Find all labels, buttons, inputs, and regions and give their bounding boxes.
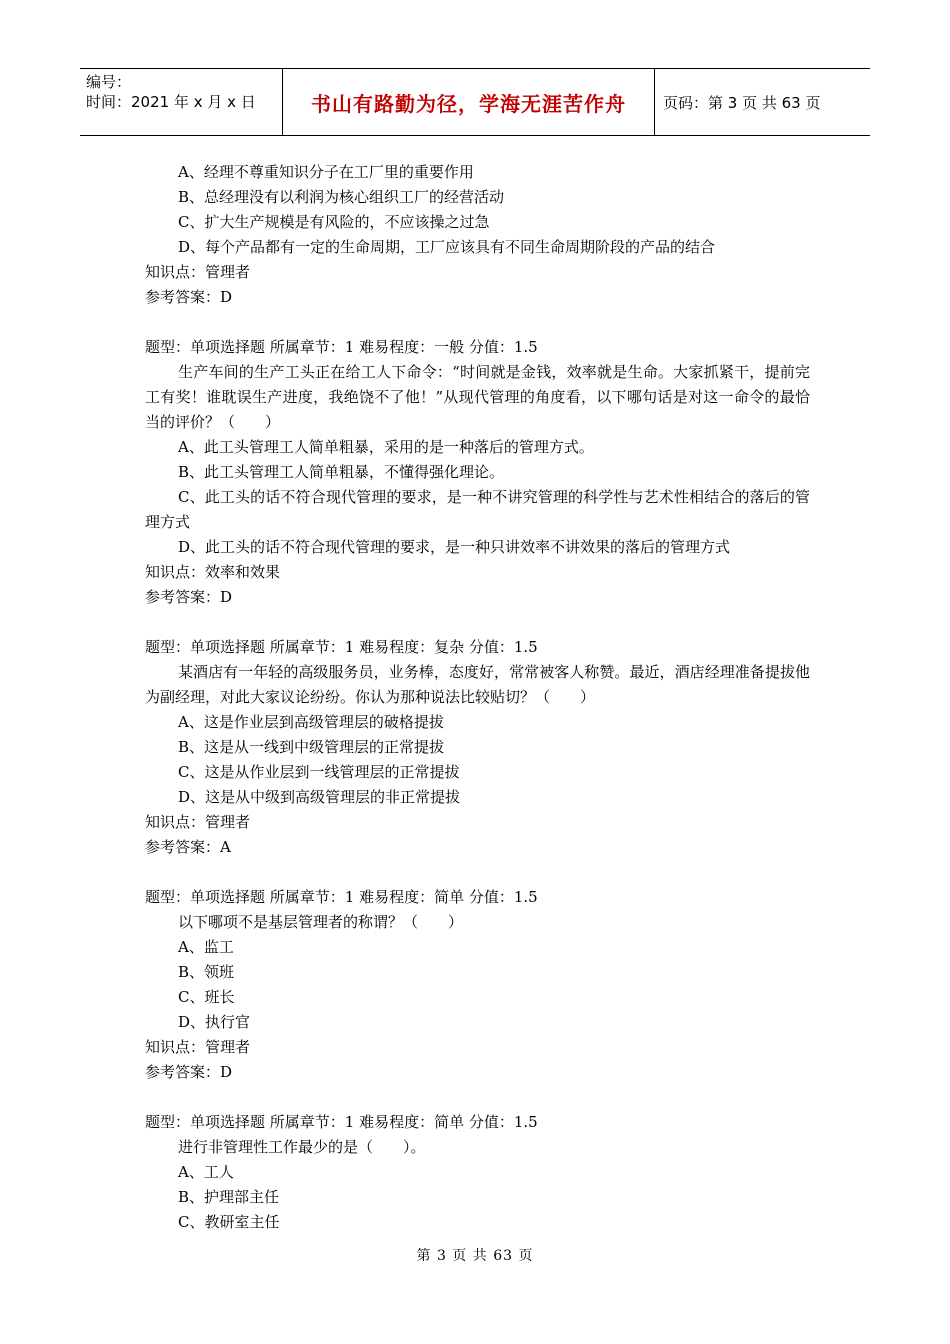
page-header <box>80 68 870 136</box>
question-stem: 某酒店有一年轻的高级服务员，业务棒，态度好，常常被客人称赞。最近，酒店经理准备提拔他为副经理，对此大家议论纷纷。你认为那种说法比较贴切？（ ） <box>145 663 810 706</box>
option-b: B、这是从一线到中级管理层的正常提拔 <box>178 738 445 756</box>
question-stem: 生产车间的生产工头正在给工人下命令：“时间就是金钱，效率就是生命。大家抓紧干，提前完工有奖！谁耽误生产进度，我绝饶不了他！”从现代管理的角度看，以下哪句话是对这一命令的最恰当的评价？（ ） <box>145 363 810 431</box>
option-d: D、执行官 <box>178 1013 251 1031</box>
reference-answer: 参考答案：D <box>145 588 233 606</box>
knowledge-point: 知识点：管理者 <box>145 813 251 831</box>
option-a: A、监工 <box>178 938 234 956</box>
option-b: B、总经理没有以利润为核心组织工厂的经营活动 <box>178 188 505 206</box>
option-b: B、此工头管理工人简单粗暴，不懂得强化理论。 <box>178 463 505 481</box>
header-motto-cell <box>282 69 655 135</box>
reference-answer: 参考答案：D <box>145 1063 233 1081</box>
option-d: D、此工头的话不符合现代管理的要求，是一种只讲效率不讲效果的落后的管理方式 <box>178 538 731 556</box>
option-d: D、这是从中级到高级管理层的非正常提拔 <box>178 788 461 806</box>
reference-answer: 参考答案：A <box>145 838 231 856</box>
option-c: C、教研室主任 <box>178 1213 280 1231</box>
header-info-cell <box>80 69 282 135</box>
reference-answer: 参考答案：D <box>145 288 233 306</box>
header-page-cell <box>655 69 870 135</box>
motto: 书山有路勤为径，学海无涯苦作舟 <box>311 91 626 116</box>
question-4 <box>145 1110 810 1235</box>
document-number: 编号： <box>86 73 132 91</box>
option-c: C、此工头的话不符合现代管理的要求，是一种不讲究管理的科学性与艺术性相结合的落后的管理方式 <box>145 488 810 531</box>
option-a: A、此工头管理工人简单粗暴，采用的是一种落后的管理方式。 <box>178 438 594 456</box>
document-time: 时间：2021 年 x 月 x 日 <box>86 93 256 111</box>
question-meta: 题型：单项选择题 所属章节：1 难易程度：简单 分值：1.5 <box>145 888 538 906</box>
page-footer: 第 3 页 共 63 页 <box>416 1248 534 1264</box>
knowledge-point: 知识点：管理者 <box>145 263 251 281</box>
knowledge-point: 知识点：效率和效果 <box>145 563 281 581</box>
question-meta: 题型：单项选择题 所属章节：1 难易程度：复杂 分值：1.5 <box>145 638 538 656</box>
page-number-label: 页码：第 3 页 共 63 页 <box>663 93 821 112</box>
question-3 <box>145 885 810 1085</box>
question-1 <box>145 335 810 610</box>
question-2 <box>145 635 810 860</box>
option-c: C、这是从作业层到一线管理层的正常提拔 <box>178 763 460 781</box>
question-meta: 题型：单项选择题 所属章节：1 难易程度：一般 分值：1.5 <box>145 338 538 356</box>
option-a: A、这是作业层到高级管理层的破格提拔 <box>178 713 444 731</box>
option-b: B、护理部主任 <box>178 1188 280 1206</box>
question-stem: 进行非管理性工作最少的是（ ）。 <box>178 1138 426 1156</box>
option-a: A、经理不尊重知识分子在工厂里的重要作用 <box>178 163 474 181</box>
option-d: D、每个产品都有一定的生命周期，工厂应该具有不同生命周期阶段的产品的结合 <box>178 238 716 256</box>
option-b: B、领班 <box>178 963 235 981</box>
option-c: C、班长 <box>178 988 235 1006</box>
question-stem: 以下哪项不是基层管理者的称谓？（ ） <box>178 913 464 931</box>
knowledge-point: 知识点：管理者 <box>145 1038 251 1056</box>
page-content <box>145 160 810 1235</box>
intro-question-tail <box>145 160 810 310</box>
question-meta: 题型：单项选择题 所属章节：1 难易程度：简单 分值：1.5 <box>145 1113 538 1131</box>
option-c: C、扩大生产规模是有风险的，不应该操之过急 <box>178 213 490 231</box>
option-a: A、工人 <box>178 1163 234 1181</box>
